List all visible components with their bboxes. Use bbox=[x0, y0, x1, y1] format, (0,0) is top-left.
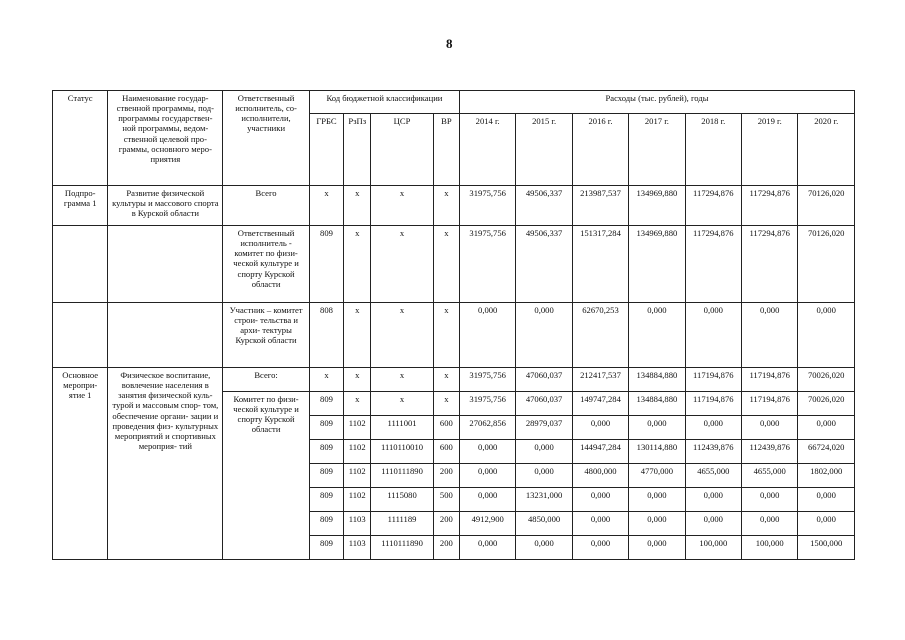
budget-table bbox=[52, 90, 855, 560]
value-cell: 0,000 bbox=[685, 512, 741, 536]
value-cell: 0,000 bbox=[572, 488, 628, 512]
value-cell: 100,000 bbox=[742, 536, 798, 560]
value-cell: 4770,000 bbox=[629, 464, 685, 488]
rzpz-cell: х bbox=[344, 392, 371, 416]
grbs-cell: 809 bbox=[309, 226, 343, 303]
rzpz-cell: 1102 bbox=[344, 416, 371, 440]
value-cell: 134969,880 bbox=[629, 226, 685, 303]
value-cell: 0,000 bbox=[572, 416, 628, 440]
grbs-cell: 809 bbox=[309, 536, 343, 560]
value-cell: 4655,000 bbox=[685, 464, 741, 488]
name-cell bbox=[108, 303, 223, 368]
value-cell: 13231,000 bbox=[516, 488, 572, 512]
value-cell: 31975,756 bbox=[459, 226, 515, 303]
value-cell: 70026,020 bbox=[798, 368, 855, 392]
value-cell: 1500,000 bbox=[798, 536, 855, 560]
value-cell: 49506,337 bbox=[516, 226, 572, 303]
value-cell: 49506,337 bbox=[516, 186, 572, 226]
value-cell: 0,000 bbox=[685, 416, 741, 440]
grbs-cell: 809 bbox=[309, 464, 343, 488]
value-cell: 0,000 bbox=[629, 512, 685, 536]
header-year: 2020 г. bbox=[798, 114, 855, 186]
value-cell: 134884,880 bbox=[629, 392, 685, 416]
grbs-cell: х bbox=[309, 186, 343, 226]
value-cell: 31975,756 bbox=[459, 186, 515, 226]
value-cell: 0,000 bbox=[629, 416, 685, 440]
vr-cell: 200 bbox=[433, 512, 459, 536]
header-budget-code: Код бюджетной классификации bbox=[309, 91, 459, 114]
grbs-cell: 809 bbox=[309, 440, 343, 464]
value-cell: 149747,284 bbox=[572, 392, 628, 416]
vr-cell: х bbox=[433, 226, 459, 303]
rzpz-cell: 1103 bbox=[344, 536, 371, 560]
vr-cell: 600 bbox=[433, 416, 459, 440]
grbs-cell: 809 bbox=[309, 392, 343, 416]
grbs-cell: 809 bbox=[309, 416, 343, 440]
status-cell bbox=[53, 226, 108, 303]
value-cell: 0,000 bbox=[629, 488, 685, 512]
value-cell: 1802,000 bbox=[798, 464, 855, 488]
header-year: 2018 г. bbox=[685, 114, 741, 186]
header-name: Наименование государ- ственной программы, под- программы государствен- ной программы, ведом- ственной целевой про- граммы, основного меро- приятия bbox=[108, 91, 223, 186]
value-cell: 62670,253 bbox=[572, 303, 628, 368]
value-cell: 70126,020 bbox=[798, 186, 855, 226]
executor-cell: Всего bbox=[223, 186, 310, 226]
vr-cell: х bbox=[433, 303, 459, 368]
value-cell: 117194,876 bbox=[685, 368, 741, 392]
value-cell: 0,000 bbox=[516, 440, 572, 464]
value-cell: 4850,000 bbox=[516, 512, 572, 536]
value-cell: 31975,756 bbox=[459, 368, 515, 392]
value-cell: 0,000 bbox=[459, 488, 515, 512]
header-executor: Ответственный исполнитель, со- исполнители, участники bbox=[223, 91, 310, 186]
rzpz-cell: 1103 bbox=[344, 512, 371, 536]
value-cell: 70126,020 bbox=[798, 226, 855, 303]
value-cell: 0,000 bbox=[629, 303, 685, 368]
rzpz-cell: х bbox=[344, 303, 371, 368]
vr-cell: х bbox=[433, 392, 459, 416]
value-cell: 0,000 bbox=[459, 536, 515, 560]
header-rzpz: РзПз bbox=[344, 114, 371, 186]
vr-cell: 200 bbox=[433, 464, 459, 488]
value-cell: 112439,876 bbox=[685, 440, 741, 464]
rzpz-cell: 1102 bbox=[344, 488, 371, 512]
value-cell: 117194,876 bbox=[685, 392, 741, 416]
value-cell: 117294,876 bbox=[742, 226, 798, 303]
status-cell: Подпро- грамма 1 bbox=[53, 186, 108, 226]
value-cell: 0,000 bbox=[629, 536, 685, 560]
csr-cell: х bbox=[371, 368, 433, 392]
value-cell: 151317,284 bbox=[572, 226, 628, 303]
value-cell: 47060,037 bbox=[516, 368, 572, 392]
value-cell: 27062,856 bbox=[459, 416, 515, 440]
value-cell: 117294,876 bbox=[742, 186, 798, 226]
grbs-cell: 809 bbox=[309, 512, 343, 536]
value-cell: 134969,880 bbox=[629, 186, 685, 226]
value-cell: 117294,876 bbox=[685, 226, 741, 303]
csr-cell: 1110110010 bbox=[371, 440, 433, 464]
value-cell: 0,000 bbox=[798, 416, 855, 440]
header-expenses: Расходы (тыс. рублей), годы bbox=[459, 91, 854, 114]
value-cell: 0,000 bbox=[685, 488, 741, 512]
header-grbs: ГРБС bbox=[309, 114, 343, 186]
value-cell: 28979,037 bbox=[516, 416, 572, 440]
header-vr: ВР bbox=[433, 114, 459, 186]
value-cell: 0,000 bbox=[516, 464, 572, 488]
value-cell: 0,000 bbox=[685, 303, 741, 368]
value-cell: 117294,876 bbox=[685, 186, 741, 226]
value-cell: 4912,900 bbox=[459, 512, 515, 536]
value-cell: 0,000 bbox=[459, 440, 515, 464]
csr-cell: 1110111890 bbox=[371, 464, 433, 488]
executor-cell: Участник – комитет строи- тельства и архи- тектуры Курской области bbox=[223, 303, 310, 368]
value-cell: 0,000 bbox=[798, 488, 855, 512]
value-cell: 0,000 bbox=[742, 416, 798, 440]
value-cell: 117194,876 bbox=[742, 368, 798, 392]
header-status: Статус bbox=[53, 91, 108, 186]
name-cell bbox=[108, 226, 223, 303]
value-cell: 130114,880 bbox=[629, 440, 685, 464]
csr-cell: х bbox=[371, 186, 433, 226]
table-row bbox=[53, 226, 855, 303]
grbs-cell: х bbox=[309, 368, 343, 392]
value-cell: 0,000 bbox=[516, 303, 572, 368]
value-cell: 4800,000 bbox=[572, 464, 628, 488]
value-cell: 0,000 bbox=[572, 512, 628, 536]
table-row bbox=[53, 368, 855, 392]
value-cell: 117194,876 bbox=[742, 392, 798, 416]
csr-cell: х bbox=[371, 392, 433, 416]
header-year: 2019 г. bbox=[742, 114, 798, 186]
header-year: 2016 г. bbox=[572, 114, 628, 186]
vr-cell: 500 bbox=[433, 488, 459, 512]
rzpz-cell: 1102 bbox=[344, 440, 371, 464]
value-cell: 0,000 bbox=[516, 536, 572, 560]
grbs-cell: 809 bbox=[309, 488, 343, 512]
vr-cell: х bbox=[433, 186, 459, 226]
value-cell: 47060,037 bbox=[516, 392, 572, 416]
value-cell: 134884,880 bbox=[629, 368, 685, 392]
grbs-cell: 808 bbox=[309, 303, 343, 368]
rzpz-cell: х bbox=[344, 186, 371, 226]
table-row bbox=[53, 186, 855, 226]
rzpz-cell: х bbox=[344, 226, 371, 303]
value-cell: 212417,537 bbox=[572, 368, 628, 392]
value-cell: 0,000 bbox=[459, 464, 515, 488]
value-cell: 213987,537 bbox=[572, 186, 628, 226]
value-cell: 0,000 bbox=[572, 536, 628, 560]
header-year: 2014 г. bbox=[459, 114, 515, 186]
value-cell: 0,000 bbox=[742, 512, 798, 536]
status-cell bbox=[53, 303, 108, 368]
value-cell: 0,000 bbox=[742, 303, 798, 368]
executor-cell: Ответственный исполнитель - комитет по физи- ческой культуре и спорту Курской области bbox=[223, 226, 310, 303]
vr-cell: х bbox=[433, 368, 459, 392]
value-cell: 4655,000 bbox=[742, 464, 798, 488]
value-cell: 31975,756 bbox=[459, 392, 515, 416]
header-year: 2015 г. bbox=[516, 114, 572, 186]
value-cell: 0,000 bbox=[459, 303, 515, 368]
table-row bbox=[53, 303, 855, 368]
csr-cell: 1111001 bbox=[371, 416, 433, 440]
value-cell: 100,000 bbox=[685, 536, 741, 560]
csr-cell: 1110111890 bbox=[371, 536, 433, 560]
value-cell: 66724,020 bbox=[798, 440, 855, 464]
value-cell: 112439,876 bbox=[742, 440, 798, 464]
csr-cell: 1115080 bbox=[371, 488, 433, 512]
name-cell: Развитие физической культуры и массового спорта в Курской области bbox=[108, 186, 223, 226]
vr-cell: 200 bbox=[433, 536, 459, 560]
value-cell: 0,000 bbox=[742, 488, 798, 512]
value-cell: 70026,020 bbox=[798, 392, 855, 416]
name-cell: Физическое воспитание, вовлечение населения в занятия физической куль- турой и массовым спор- том, обеспечение органи- зации и проведения физ- культурных мероприятий и спортивных мероприя- тий bbox=[108, 368, 223, 560]
rzpz-cell: 1102 bbox=[344, 464, 371, 488]
csr-cell: х bbox=[371, 303, 433, 368]
vr-cell: 600 bbox=[433, 440, 459, 464]
page-number: 8 bbox=[446, 36, 453, 51]
rzpz-cell: х bbox=[344, 368, 371, 392]
status-cell: Основное меропри- ятие 1 bbox=[53, 368, 108, 560]
value-cell: 144947,284 bbox=[572, 440, 628, 464]
executor-cell: Всего: bbox=[223, 368, 310, 392]
header-csr: ЦСР bbox=[371, 114, 433, 186]
value-cell: 0,000 bbox=[798, 303, 855, 368]
csr-cell: 1111189 bbox=[371, 512, 433, 536]
csr-cell: х bbox=[371, 226, 433, 303]
header-year: 2017 г. bbox=[629, 114, 685, 186]
value-cell: 0,000 bbox=[798, 512, 855, 536]
executor-cell: Комитет по физи- ческой культуре и спорту Курской области bbox=[223, 392, 310, 560]
